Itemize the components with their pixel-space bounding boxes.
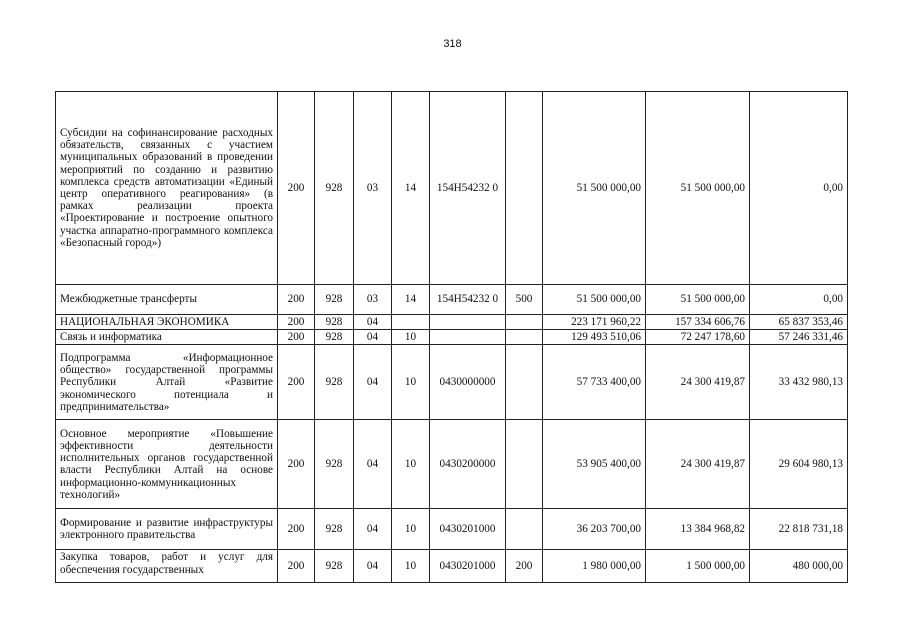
cell-value-2: 13 384 968,82	[646, 509, 750, 550]
cell-value-2: 24 300 419,87	[646, 420, 750, 509]
cell-code-1: 200	[278, 330, 315, 345]
row-name-text: Закупка товаров, работ и услуг для обеспечения государственных	[60, 551, 273, 576]
cell-expense-type	[506, 315, 543, 330]
row-name: НАЦИОНАЛЬНАЯ ЭКОНОМИКА	[56, 315, 278, 330]
table-row	[56, 92, 848, 285]
cell-value-3: 57 246 331,46	[750, 330, 848, 345]
table-row	[56, 315, 848, 330]
table-row	[56, 285, 848, 315]
cell-value-1: 57 733 400,00	[543, 345, 646, 420]
cell-value-2: 72 247 178,60	[646, 330, 750, 345]
cell-value-2: 51 500 000,00	[646, 285, 750, 315]
cell-value-2: 1 500 000,00	[646, 550, 750, 583]
cell-code-2: 928	[315, 420, 354, 509]
cell-target-article: 154H54232 0	[430, 285, 506, 315]
cell-code-2: 928	[315, 330, 354, 345]
row-name	[56, 550, 278, 583]
cell-expense-type: 500	[506, 285, 543, 315]
cell-expense-type: 200	[506, 550, 543, 583]
cell-value-3: 0,00	[750, 285, 848, 315]
cell-subsection: 14	[392, 285, 430, 315]
page-number: 318	[443, 38, 462, 50]
cell-value-3: 480 000,00	[750, 550, 848, 583]
cell-value-1: 36 203 700,00	[543, 509, 646, 550]
table-row	[56, 420, 848, 509]
cell-value-1: 51 500 000,00	[543, 92, 646, 285]
cell-value-1: 129 493 510,06	[543, 330, 646, 345]
cell-value-3: 22 818 731,18	[750, 509, 848, 550]
cell-value-2: 24 300 419,87	[646, 345, 750, 420]
cell-target-article	[430, 315, 506, 330]
cell-section: 04	[354, 345, 392, 420]
cell-code-1: 200	[278, 420, 315, 509]
cell-expense-type	[506, 345, 543, 420]
cell-section: 04	[354, 550, 392, 583]
cell-value-1: 223 171 960,22	[543, 315, 646, 330]
table-row	[56, 330, 848, 345]
cell-subsection: 10	[392, 420, 430, 509]
cell-section: 04	[354, 330, 392, 345]
cell-expense-type	[506, 420, 543, 509]
cell-subsection: 14	[392, 92, 430, 285]
cell-subsection	[392, 315, 430, 330]
row-name: Субсидии на софинансирование расходных обязательств, связанных с участием муниципальных образований в проведении мероприятий по созданию и развитию комплекса средств автоматизации «Единый центр оперативного реагирования» (в рамках реализации проекта «Проектирование и построение опытного участка аппаратно-программного комплекса «Безопасный город»)	[56, 92, 278, 285]
cell-code-2: 928	[315, 92, 354, 285]
cell-code-2: 928	[315, 509, 354, 550]
cell-subsection: 10	[392, 509, 430, 550]
cell-section: 04	[354, 420, 392, 509]
cell-value-3: 29 604 980,13	[750, 420, 848, 509]
cell-section: 03	[354, 285, 392, 315]
cell-value-2: 157 334 606,76	[646, 315, 750, 330]
cell-value-2: 51 500 000,00	[646, 92, 750, 285]
cell-code-2: 928	[315, 315, 354, 330]
table-row	[56, 550, 848, 583]
cell-code-1: 200	[278, 550, 315, 583]
row-name: Подпрограмма «Информационное общество» государственной программы Республики Алтай «Развитие экономического потенциала и предпринимательства»	[56, 345, 278, 420]
row-name: Связь и информатика	[56, 330, 278, 345]
cell-code-1: 200	[278, 345, 315, 420]
row-name: Основное мероприятие «Повышение эффективности деятельности исполнительных органов государственной власти Республики Алтай на основе информационно-коммуникационных технологий»	[56, 420, 278, 509]
cell-code-1: 200	[278, 285, 315, 315]
table-row	[56, 345, 848, 420]
cell-value-3: 0,00	[750, 92, 848, 285]
cell-section: 03	[354, 92, 392, 285]
cell-code-1: 200	[278, 315, 315, 330]
row-name: Межбюджетные трансферты	[56, 285, 278, 315]
cell-code-1: 200	[278, 509, 315, 550]
cell-value-1: 53 905 400,00	[543, 420, 646, 509]
cell-target-article	[430, 330, 506, 345]
cell-expense-type	[506, 92, 543, 285]
cell-target-article: 0430201000	[430, 509, 506, 550]
cell-expense-type	[506, 330, 543, 345]
cell-code-2: 928	[315, 550, 354, 583]
cell-value-1: 51 500 000,00	[543, 285, 646, 315]
cell-target-article: 0430000000	[430, 345, 506, 420]
cell-target-article: 0430201000	[430, 550, 506, 583]
budget-table	[55, 91, 848, 583]
cell-subsection: 10	[392, 330, 430, 345]
cell-code-1: 200	[278, 92, 315, 285]
cell-subsection: 10	[392, 550, 430, 583]
row-name: Формирование и развитие инфраструктуры электронного правительства	[56, 509, 278, 550]
cell-code-2: 928	[315, 345, 354, 420]
cell-subsection: 10	[392, 345, 430, 420]
cell-value-3: 65 837 353,46	[750, 315, 848, 330]
cell-section: 04	[354, 509, 392, 550]
cell-code-2: 928	[315, 285, 354, 315]
cell-expense-type	[506, 509, 543, 550]
cell-section: 04	[354, 315, 392, 330]
table-row	[56, 509, 848, 550]
cell-target-article: 0430200000	[430, 420, 506, 509]
cell-value-3: 33 432 980,13	[750, 345, 848, 420]
cell-target-article: 154H54232 0	[430, 92, 506, 285]
cell-value-1: 1 980 000,00	[543, 550, 646, 583]
